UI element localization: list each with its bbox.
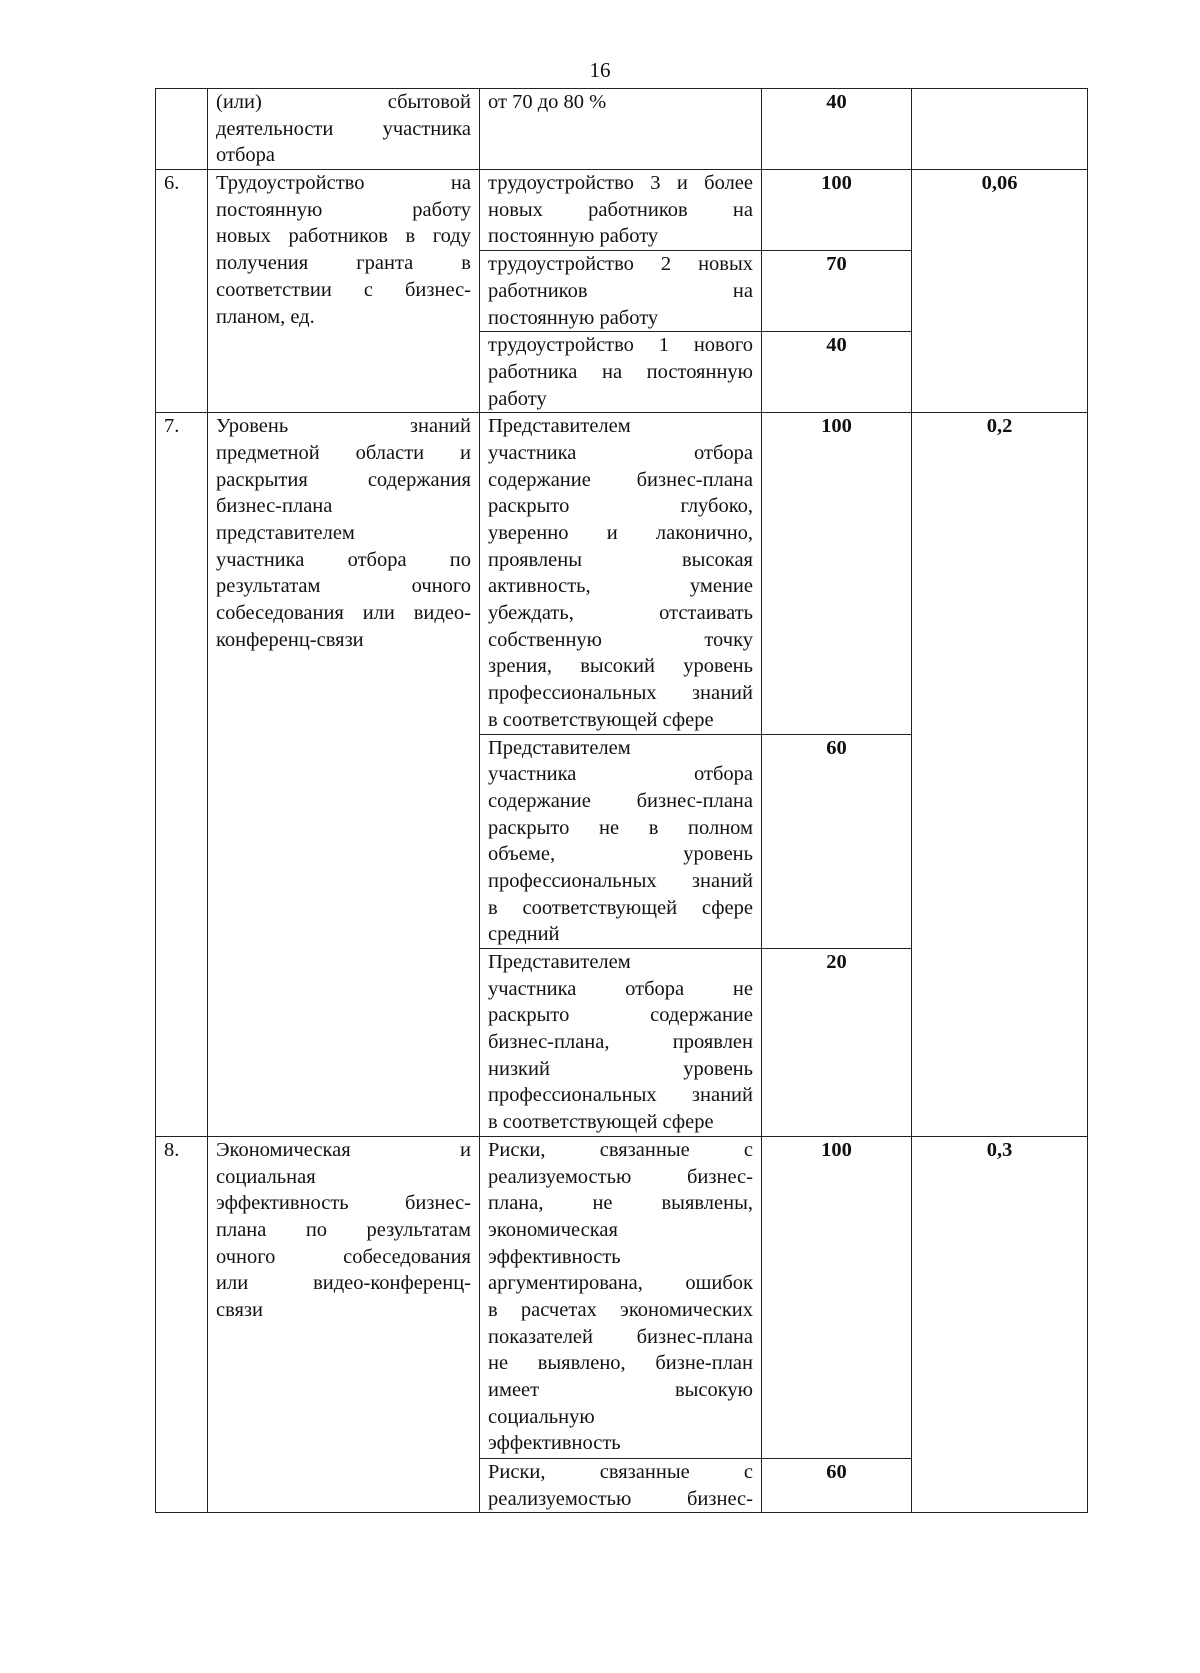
option-line: активность, умение bbox=[488, 575, 753, 598]
option-line: раскрыто глубоко, bbox=[488, 495, 753, 518]
option-line: в расчетах экономических bbox=[488, 1298, 753, 1321]
option-line: социальную bbox=[488, 1405, 595, 1428]
criterion-name-line: новых работников в году bbox=[216, 225, 471, 248]
criterion-name-line: отбора bbox=[216, 144, 275, 167]
criterion-name-line: связи bbox=[216, 1298, 264, 1321]
option-line: плана, не выявлены, bbox=[488, 1192, 753, 1215]
option-line: Риски, связанные с bbox=[488, 1460, 753, 1483]
score-cell: 60 bbox=[762, 734, 912, 949]
option-line: реализуемостью бизнес- bbox=[488, 1165, 753, 1188]
option-cell bbox=[480, 734, 762, 949]
option-line: собственную точку bbox=[488, 628, 753, 651]
option-cell bbox=[480, 251, 762, 332]
option-line: Представителем bbox=[488, 415, 631, 438]
option-line: профессиональных знаний bbox=[488, 682, 753, 705]
criterion-name-line: планом, ед. bbox=[216, 305, 315, 328]
criteria-table bbox=[155, 88, 1088, 1513]
score-cell: 100 bbox=[762, 1136, 912, 1458]
option-line: экономическая bbox=[488, 1218, 618, 1241]
option-line: раскрыто не в полном bbox=[488, 816, 753, 839]
score-cell: 60 bbox=[762, 1458, 912, 1512]
option-cell bbox=[480, 332, 762, 413]
score-cell: 40 bbox=[762, 89, 912, 170]
table-row bbox=[156, 170, 1088, 251]
option-line: показателей бизнес-плана bbox=[488, 1325, 753, 1348]
criterion-number-cell: 7. bbox=[156, 413, 208, 1137]
weight-cell: 0,2 bbox=[912, 413, 1088, 1137]
option-line: участника отбора bbox=[488, 441, 753, 464]
criterion-name-line: бизнес-плана bbox=[216, 495, 333, 518]
option-line: работников на bbox=[488, 279, 753, 302]
criterion-name-line: плана по результатам bbox=[216, 1218, 471, 1241]
criterion-name-line: социальная bbox=[216, 1165, 316, 1188]
option-cell bbox=[480, 949, 762, 1137]
criterion-name-line: участника отбора по bbox=[216, 548, 471, 571]
page-number: 16 bbox=[589, 58, 611, 82]
option-line: работника на постоянную bbox=[488, 360, 753, 383]
criterion-name-line: Экономическая и bbox=[216, 1138, 471, 1161]
option-cell bbox=[480, 1458, 762, 1512]
score-cell: 70 bbox=[762, 251, 912, 332]
criterion-name-line: деятельности участника bbox=[216, 117, 471, 140]
option-line: новых работников на bbox=[488, 198, 753, 221]
weight-cell: 0,3 bbox=[912, 1136, 1088, 1512]
criterion-name-cell bbox=[208, 89, 480, 170]
criterion-name-line: раскрытия содержания bbox=[216, 468, 471, 491]
option-line: профессиональных знаний bbox=[488, 1084, 753, 1107]
criterion-name-line: предметной области и bbox=[216, 441, 471, 464]
criterion-name-cell bbox=[208, 170, 480, 413]
option-line: постоянную работу bbox=[488, 306, 659, 329]
option-cell bbox=[480, 1136, 762, 1458]
option-line: раскрыто содержание bbox=[488, 1004, 753, 1027]
criterion-name-cell bbox=[208, 413, 480, 1137]
option-cell bbox=[480, 170, 762, 251]
option-line: постоянную работу bbox=[488, 225, 659, 248]
option-line: в соответствующей сфере bbox=[488, 896, 753, 919]
option-line: объеме, уровень bbox=[488, 843, 753, 866]
option-line: трудоустройство 1 нового bbox=[488, 334, 753, 357]
option-line: убеждать, отстаивать bbox=[488, 602, 753, 625]
option-line: реализуемостью бизнес- bbox=[488, 1487, 753, 1510]
option-line: трудоустройство 2 новых bbox=[488, 253, 753, 276]
option-line: уверенно и лаконично, bbox=[488, 522, 753, 544]
criterion-name-line: или видео-конференц- bbox=[216, 1272, 471, 1295]
criterion-name-line: (или) сбытовой bbox=[216, 91, 471, 113]
criterion-name-line: результатам очного bbox=[216, 575, 471, 598]
option-line: бизнес-плана, проявлен bbox=[488, 1031, 753, 1054]
criterion-name-line: соответствии с бизнес- bbox=[216, 278, 471, 301]
option-line: в соответствующей сфере bbox=[488, 1111, 714, 1134]
option-line: содержание бизнес-плана bbox=[488, 789, 753, 812]
option-line: от 70 до 80 % bbox=[488, 91, 607, 113]
option-line: низкий уровень bbox=[488, 1057, 753, 1080]
option-line: в соответствующей сфере bbox=[488, 708, 714, 731]
criterion-name-line: Трудоустройство на bbox=[216, 172, 471, 195]
score-cell: 20 bbox=[762, 949, 912, 1137]
option-cell bbox=[480, 413, 762, 734]
table-row bbox=[156, 1136, 1088, 1458]
score-cell: 100 bbox=[762, 413, 912, 734]
score-cell: 100 bbox=[762, 170, 912, 251]
score-cell: 40 bbox=[762, 332, 912, 413]
criterion-name-line: представителем bbox=[216, 522, 355, 544]
option-line: средний bbox=[488, 923, 560, 946]
weight-cell: 0,06 bbox=[912, 170, 1088, 413]
option-line: Представителем bbox=[488, 951, 631, 973]
option-line: не выявлено, бизне-план bbox=[488, 1352, 753, 1375]
option-line: Представителем bbox=[488, 736, 631, 759]
option-line: содержание бизнес-плана bbox=[488, 468, 753, 491]
option-line: профессиональных знаний bbox=[488, 869, 753, 892]
option-line: трудоустройство 3 и более bbox=[488, 172, 753, 195]
option-line: имеет высокую bbox=[488, 1379, 753, 1401]
criterion-name-line: постоянную работу bbox=[216, 198, 471, 221]
option-line: участника отбора bbox=[488, 763, 753, 786]
option-cell bbox=[480, 89, 762, 170]
criterion-name-line: эффективность бизнес- bbox=[216, 1192, 471, 1215]
criterion-name-line: получения гранта в bbox=[216, 252, 471, 275]
weight-cell bbox=[912, 89, 1088, 170]
option-line: эффективность bbox=[488, 1432, 621, 1455]
option-line: проявлены высокая bbox=[488, 548, 753, 571]
option-line: работу bbox=[488, 387, 547, 410]
criterion-number-cell: 8. bbox=[156, 1136, 208, 1512]
criterion-number-cell bbox=[156, 89, 208, 170]
option-line: зрения, высокий уровень bbox=[488, 655, 753, 678]
option-line: аргументирована, ошибок bbox=[488, 1272, 753, 1295]
criterion-name-cell bbox=[208, 1136, 480, 1512]
table-row bbox=[156, 413, 1088, 734]
criterion-number-cell: 6. bbox=[156, 170, 208, 413]
option-line: участника отбора не bbox=[488, 977, 753, 1000]
option-line: эффективность bbox=[488, 1245, 621, 1268]
criterion-name-line: конференц-связи bbox=[216, 628, 364, 651]
option-line: Риски, связанные с bbox=[488, 1138, 753, 1161]
criterion-name-line: Уровень знаний bbox=[216, 415, 471, 438]
criterion-name-line: очного собеседования bbox=[216, 1245, 471, 1268]
table-row bbox=[156, 89, 1088, 170]
criterion-name-line: собеседования или видео- bbox=[216, 602, 471, 625]
